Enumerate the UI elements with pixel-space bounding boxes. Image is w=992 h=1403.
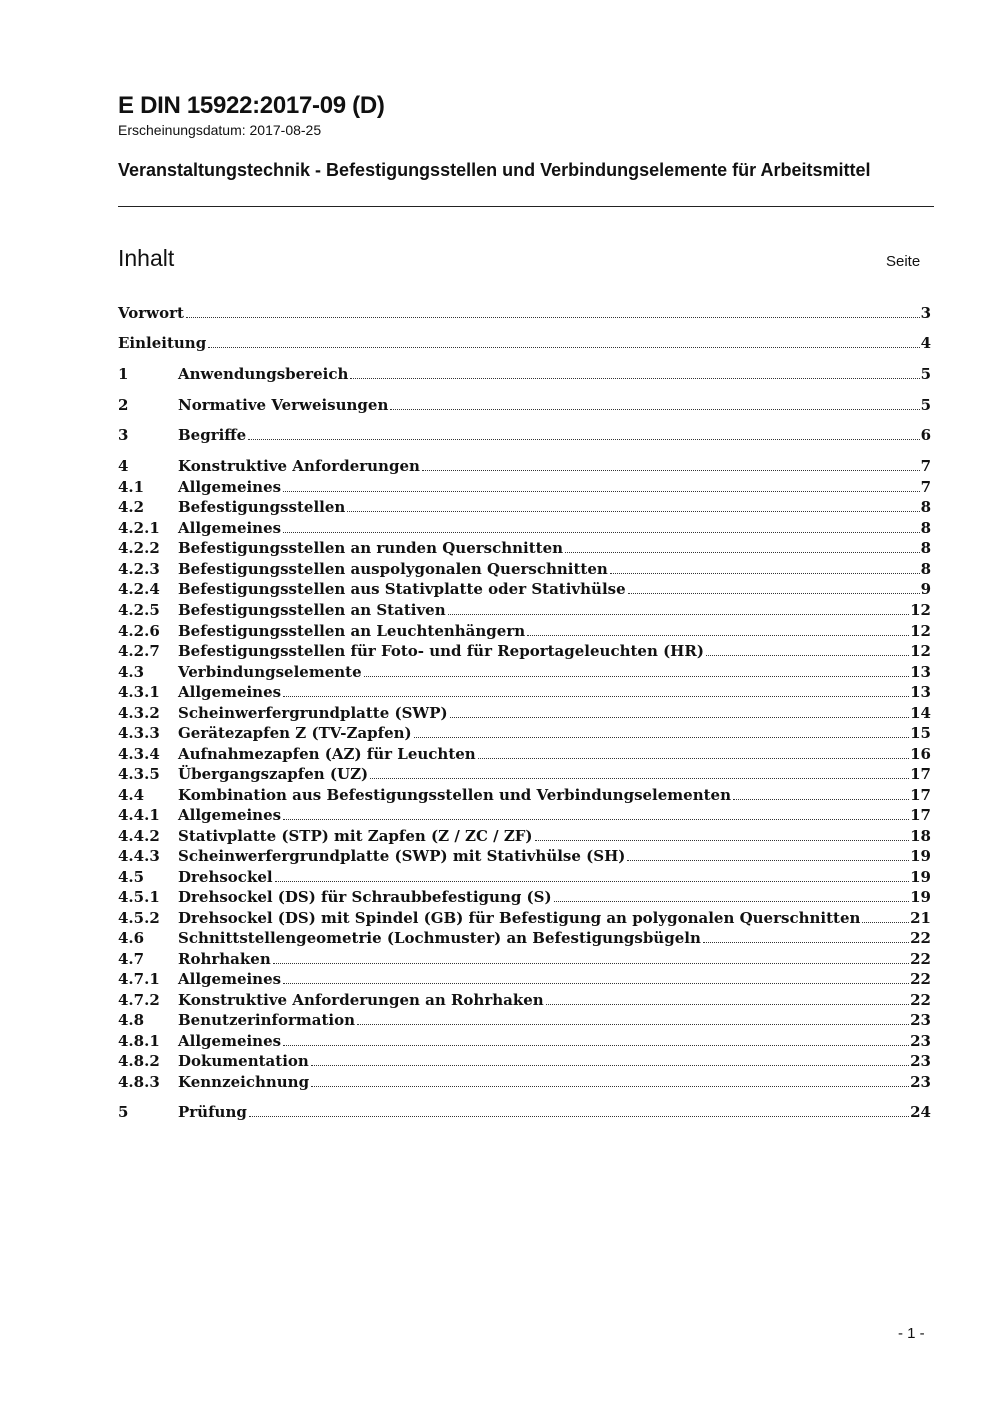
toc-entry-title: Befestigungsstellen	[178, 498, 346, 516]
toc-dot-leader	[283, 982, 909, 984]
toc-entry[interactable]	[118, 456, 931, 477]
toc-entry-page: 6	[920, 426, 931, 444]
toc-dot-leader	[733, 798, 909, 800]
toc-entry[interactable]	[118, 518, 931, 539]
toc-entry-number: 4.1	[118, 478, 145, 496]
toc-dot-leader	[283, 1044, 909, 1046]
toc-entry-number: 4.7.1	[118, 970, 160, 988]
toc-entry-page: 19	[910, 888, 931, 906]
toc-dot-leader	[357, 1023, 909, 1025]
toc-entry-title: Allgemeines	[178, 683, 282, 701]
toc-entry[interactable]	[118, 538, 931, 559]
toc-entry-number: 4.3.3	[118, 724, 160, 742]
toc-entry[interactable]	[118, 477, 931, 498]
toc-entry-page: 19	[910, 868, 931, 886]
toc-dot-leader	[706, 654, 909, 656]
toc-entry-page: 5	[920, 365, 931, 383]
toc-entry-page: 3	[920, 304, 931, 322]
toc-entry-page: 8	[920, 519, 931, 537]
toc-dot-leader	[283, 695, 909, 697]
toc-entry[interactable]	[118, 497, 931, 518]
toc-entry[interactable]	[118, 908, 931, 929]
toc-entry-page: 9	[920, 580, 931, 598]
toc-entry-title: Prüfung	[178, 1103, 247, 1121]
toc-entry-number: 4.8.1	[118, 1032, 160, 1050]
toc-entry-page: 17	[910, 765, 931, 783]
toc-entry-number: 4.4	[118, 786, 145, 804]
toc-entry[interactable]	[118, 744, 931, 765]
toc-entry[interactable]	[118, 1051, 931, 1072]
toc-entry-title: Normative Verweisungen	[178, 396, 389, 414]
toc-entry-title: Allgemeines	[178, 970, 282, 988]
toc-entry-number: 4.2.6	[118, 622, 160, 640]
toc-entry[interactable]	[118, 990, 931, 1011]
toc-entry-page: 8	[920, 560, 931, 578]
toc-dot-leader	[208, 346, 919, 348]
toc-dot-leader	[448, 613, 909, 615]
toc-entry-page: 8	[920, 498, 931, 516]
toc-entry-page: 22	[910, 970, 931, 988]
toc-entry[interactable]	[118, 969, 931, 990]
toc-heading: Inhalt	[118, 245, 175, 271]
toc-entry-title: Befestigungsstellen an Stativen	[178, 601, 446, 619]
toc-entry[interactable]	[118, 303, 931, 324]
toc-dot-leader	[703, 941, 909, 943]
toc-entry-number: 1	[118, 365, 129, 383]
toc-entry-page: 15	[910, 724, 931, 742]
toc-dot-leader	[249, 1115, 909, 1117]
toc-entry-page: 7	[920, 457, 931, 475]
toc-page-column-label: Seite	[886, 253, 921, 270]
toc-entry-title: Allgemeines	[178, 519, 282, 537]
toc-entry-number: 4.3.5	[118, 765, 160, 783]
toc-entry-page: 12	[910, 642, 931, 660]
toc-entry-title: Benutzerinformation	[178, 1011, 356, 1029]
toc-entry-page: 23	[910, 1011, 931, 1029]
toc-entry[interactable]	[118, 887, 931, 908]
toc-entry-page: 14	[910, 704, 931, 722]
toc-dot-leader	[478, 757, 909, 759]
toc-entry-number: 4.2.5	[118, 601, 160, 619]
toc-entry-title: Allgemeines	[178, 478, 282, 496]
toc-entry-title: Anwendungsbereich	[178, 365, 349, 383]
toc-entry-page: 21	[910, 909, 931, 927]
toc-entry[interactable]	[118, 764, 931, 785]
toc-entry-title: Schnittstellengeometrie (Lochmuster) an Befestigungsbügeln	[178, 929, 701, 947]
toc-entry[interactable]	[118, 928, 931, 949]
toc-entry-number: 4.8.3	[118, 1073, 160, 1091]
toc-entry-title: Allgemeines	[178, 1032, 282, 1050]
toc-entry-title: Verbindungselemente	[178, 663, 362, 681]
toc-entry-page: 12	[910, 601, 931, 619]
toc-dot-leader	[862, 921, 909, 923]
toc-entry[interactable]	[118, 846, 931, 867]
toc-entry-page: 18	[910, 827, 931, 845]
toc-entry-number: 4.2.7	[118, 642, 160, 660]
toc-entry-number: 4.2.3	[118, 560, 160, 578]
toc-entry[interactable]	[118, 867, 931, 888]
toc-entry-title: Einleitung	[118, 334, 207, 352]
toc-entry[interactable]	[118, 662, 931, 683]
toc-entry-title: Scheinwerfergrundplatte (SWP) mit Stativhülse (SH)	[178, 847, 626, 865]
toc-entry-page: 22	[910, 950, 931, 968]
toc-dot-leader	[627, 859, 909, 861]
toc-dot-leader	[186, 316, 920, 318]
toc-entry-page: 22	[910, 929, 931, 947]
toc-dot-leader	[370, 777, 909, 779]
toc-entry-page: 12	[910, 622, 931, 640]
toc-entry[interactable]	[118, 621, 931, 642]
toc-dot-leader	[450, 716, 909, 718]
toc-entry-number: 4.3.4	[118, 745, 160, 763]
toc-entry-number: 4.4.1	[118, 806, 160, 824]
toc-entry[interactable]	[118, 805, 931, 826]
page-number: - 1 -	[898, 1325, 925, 1342]
toc-entry-page: 5	[920, 396, 931, 414]
toc-entry-number: 4.4.2	[118, 827, 160, 845]
toc-entry[interactable]	[118, 1072, 931, 1093]
toc-dot-leader	[283, 818, 909, 820]
toc-entry-page: 16	[910, 745, 931, 763]
toc-entry-title: Drehsockel	[178, 868, 273, 886]
toc-entry-title: Gerätezapfen Z (TV-Zapfen)	[178, 724, 412, 742]
toc-entry[interactable]	[118, 333, 931, 354]
toc-entry-number: 5	[118, 1103, 129, 1121]
document-title: E DIN 15922:2017-09 (D)	[118, 92, 385, 119]
toc-entry[interactable]	[118, 364, 931, 385]
toc-entry-title: Befestigungsstellen für Foto- und für Reportageleuchten (HR)	[178, 642, 704, 660]
toc-entry[interactable]	[118, 1102, 931, 1123]
toc-entry[interactable]	[118, 682, 931, 703]
toc-entry[interactable]	[118, 785, 931, 806]
toc-entry-title: Befestigungsstellen auspolygonalen Querschnitten	[178, 560, 608, 578]
toc-entry-number: 4	[118, 457, 129, 475]
toc-entry-page: 4	[920, 334, 931, 352]
toc-dot-leader	[311, 1064, 909, 1066]
toc-entry-title: Befestigungsstellen an runden Querschnitten	[178, 539, 564, 557]
toc-entry-title: Befestigungsstellen aus Stativplatte oder Stativhülse	[178, 580, 626, 598]
toc-entry-number: 2	[118, 396, 129, 414]
toc-dot-leader	[275, 880, 910, 882]
header-divider	[118, 206, 934, 207]
toc-dot-leader	[283, 531, 919, 533]
toc-entry-title: Übergangszapfen (UZ)	[178, 765, 369, 783]
toc-dot-leader	[527, 634, 909, 636]
toc-entry-title: Befestigungsstellen an Leuchtenhängern	[178, 622, 526, 640]
toc-entry-number: 4.8	[118, 1011, 145, 1029]
toc-entry-number: 4.5.1	[118, 888, 160, 906]
toc-entry-title: Rohrhaken	[178, 950, 271, 968]
toc-entry-title: Konstruktive Anforderungen	[178, 457, 420, 475]
toc-dot-leader	[628, 592, 920, 594]
toc-entry-number: 4.4.3	[118, 847, 160, 865]
toc-entry-page: 7	[920, 478, 931, 496]
toc-dot-leader	[422, 469, 920, 471]
toc-entry-title: Scheinwerfergrundplatte (SWP)	[178, 704, 448, 722]
toc-entry[interactable]	[118, 1010, 931, 1031]
toc-entry-number: 4.3.1	[118, 683, 160, 701]
toc-entry-number: 4.2.2	[118, 539, 160, 557]
toc-entry-page: 17	[910, 786, 931, 804]
toc-dot-leader	[273, 962, 909, 964]
toc-entry-title: Begriffe	[178, 426, 247, 444]
toc-entry-page: 23	[910, 1073, 931, 1091]
toc-dot-leader	[610, 572, 920, 574]
toc-entry[interactable]	[118, 579, 931, 600]
document-subject: Veranstaltungstechnik - Befestigungsstellen und Verbindungselemente für Arbeitsmittel	[118, 160, 871, 180]
toc-dot-leader	[364, 675, 910, 677]
toc-entry-page: 13	[910, 683, 931, 701]
toc-entry[interactable]	[118, 703, 931, 724]
toc-entry-number: 4.7	[118, 950, 145, 968]
publication-date: Erscheinungsdatum: 2017-08-25	[118, 122, 322, 138]
toc-dot-leader	[311, 1085, 909, 1087]
toc-entry[interactable]	[118, 395, 931, 416]
toc-entry-number: 4.3.2	[118, 704, 160, 722]
toc-dot-leader	[283, 490, 919, 492]
toc-entry-title: Stativplatte (STP) mit Zapfen (Z / ZC / ZF)	[178, 827, 533, 845]
toc-entry-page: 24	[910, 1103, 931, 1121]
toc-dot-leader	[535, 839, 910, 841]
toc-entry-page: 8	[920, 539, 931, 557]
toc-entry-title: Kennzeichnung	[178, 1073, 310, 1091]
toc-dot-leader	[248, 438, 919, 440]
toc-entry-title: Dokumentation	[178, 1052, 309, 1070]
toc-entry-page: 23	[910, 1052, 931, 1070]
toc-entry-number: 4.8.2	[118, 1052, 160, 1070]
toc-entry-page: 22	[910, 991, 931, 1009]
toc-entry[interactable]	[118, 826, 931, 847]
toc-entry-title: Vorwort	[118, 304, 184, 322]
toc-entry-title: Drehsockel (DS) mit Spindel (GB) für Befestigung an polygonalen Querschnitten	[178, 909, 861, 927]
toc-entry-number: 4.7.2	[118, 991, 160, 1009]
toc-dot-leader	[350, 377, 919, 379]
toc-dot-leader	[347, 510, 919, 512]
toc-dot-leader	[554, 900, 910, 902]
toc-entry-number: 4.6	[118, 929, 145, 947]
toc-entry[interactable]	[118, 559, 931, 580]
toc-entry[interactable]	[118, 600, 931, 621]
toc-entry-number: 4.2	[118, 498, 145, 516]
toc-dot-leader	[565, 551, 920, 553]
toc-entry[interactable]	[118, 1031, 931, 1052]
toc-entry-number: 3	[118, 426, 129, 444]
toc-entry-page: 17	[910, 806, 931, 824]
toc-entry-title: Drehsockel (DS) für Schraubbefestigung (S)	[178, 888, 552, 906]
toc-dot-leader	[414, 736, 909, 738]
toc-entry-page: 13	[910, 663, 931, 681]
toc-entry[interactable]	[118, 723, 931, 744]
toc-entry-page: 23	[910, 1032, 931, 1050]
toc-entry-number: 4.2.4	[118, 580, 160, 598]
toc-entry-title: Allgemeines	[178, 806, 282, 824]
toc-entry-title: Kombination aus Befestigungsstellen und Verbindungselementen	[178, 786, 731, 804]
toc-entry-title: Konstruktive Anforderungen an Rohrhaken	[178, 991, 544, 1009]
toc-entry-number: 4.3	[118, 663, 145, 681]
toc-dot-leader	[546, 1003, 909, 1005]
toc-entry-number: 4.5.2	[118, 909, 160, 927]
toc-dot-leader	[390, 408, 919, 410]
toc-entry-number: 4.2.1	[118, 519, 160, 537]
toc-entry-page: 19	[910, 847, 931, 865]
toc-entry[interactable]	[118, 949, 931, 970]
toc-entry[interactable]	[118, 641, 931, 662]
toc-entry-title: Aufnahmezapfen (AZ) für Leuchten	[178, 745, 476, 763]
toc-entry[interactable]	[118, 425, 931, 446]
toc-entry-number: 4.5	[118, 868, 145, 886]
